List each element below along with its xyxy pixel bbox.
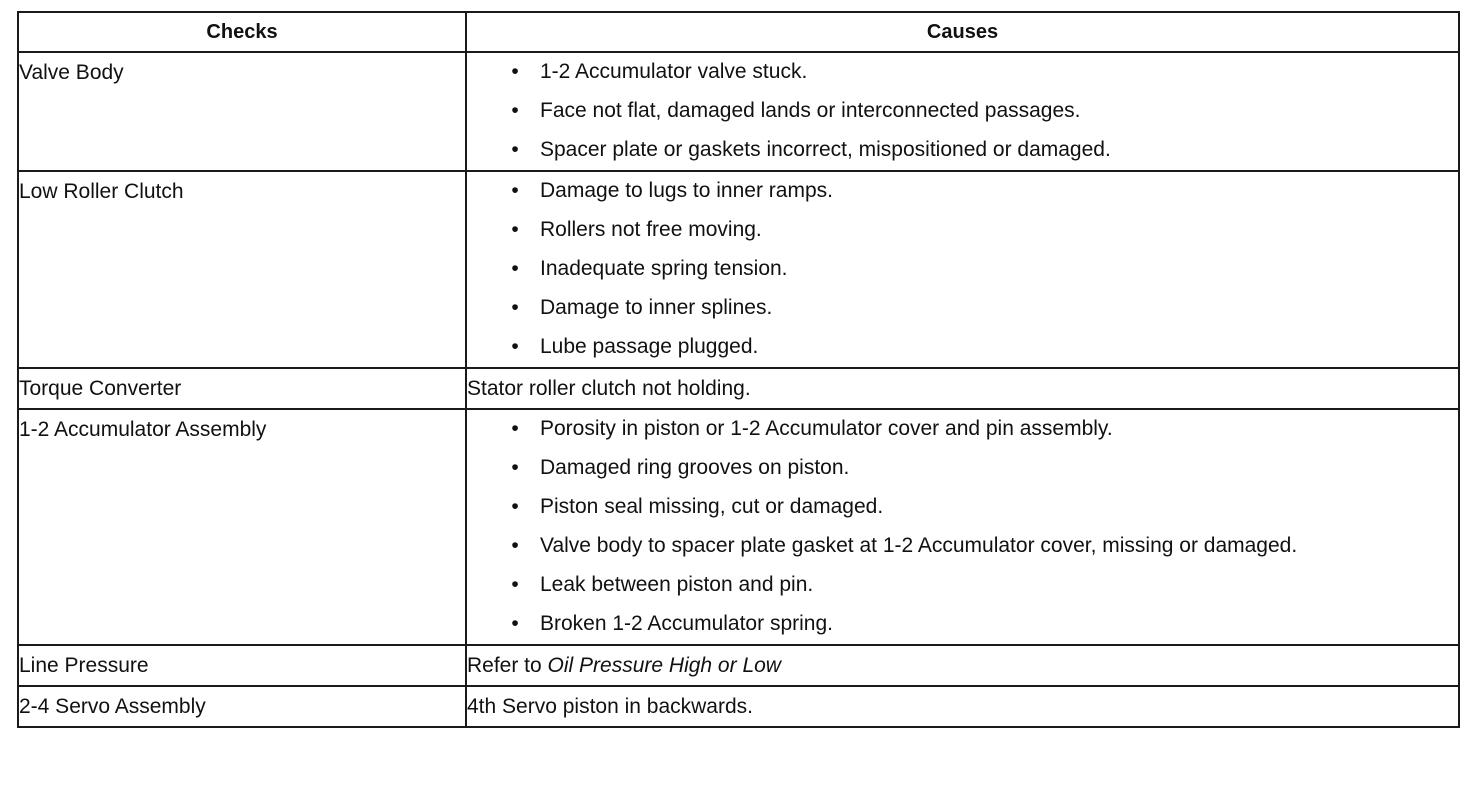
list-item: • 1-2 Accumulator valve stuck.: [509, 53, 1458, 92]
causes-cell: [466, 409, 1459, 645]
check-cell: Torque Converter: [18, 368, 466, 409]
list-item: • Broken 1-2 Accumulator spring.: [509, 605, 1458, 644]
check-cell: Valve Body: [18, 52, 466, 171]
list-item: • Valve body to spacer plate gasket at 1-2 Accumulator cover, missing or damaged.: [509, 527, 1458, 566]
check-cell: 1-2 Accumulator Assembly: [18, 409, 466, 645]
bullet-icon: •: [511, 335, 519, 358]
causes-list: [467, 53, 1458, 170]
table-row: [18, 645, 1459, 686]
table-row: [18, 409, 1459, 645]
list-item: • Inadequate spring tension.: [509, 250, 1458, 289]
bullet-icon: •: [511, 573, 519, 596]
reference-link[interactable]: Oil Pressure High or Low: [547, 654, 781, 677]
cause-text: Stator roller clutch not holding.: [466, 368, 1459, 409]
diagnosis-table: [17, 11, 1460, 728]
checks-header: Checks: [18, 12, 466, 52]
bullet-icon: •: [511, 296, 519, 319]
list-item: • Piston seal missing, cut or damaged.: [509, 488, 1458, 527]
list-item: • Damage to inner splines.: [509, 289, 1458, 328]
list-item: • Leak between piston and pin.: [509, 566, 1458, 605]
bullet-icon: •: [511, 257, 519, 280]
table-row: [18, 686, 1459, 727]
table-row: [18, 171, 1459, 368]
cause-text: 4th Servo piston in backwards.: [466, 686, 1459, 727]
bullet-icon: •: [511, 60, 519, 83]
causes-cell: [466, 645, 1459, 686]
bullet-icon: •: [511, 218, 519, 241]
bullet-icon: •: [511, 495, 519, 518]
causes-cell: [466, 171, 1459, 368]
list-item: • Rollers not free moving.: [509, 211, 1458, 250]
table-row: [18, 368, 1459, 409]
causes-list: [467, 172, 1458, 367]
list-item: • Porosity in piston or 1-2 Accumulator cover and pin assembly.: [509, 410, 1458, 449]
check-cell: Line Pressure: [18, 645, 466, 686]
header-row: [18, 12, 1459, 52]
bullet-icon: •: [511, 138, 519, 161]
check-cell: 2-4 Servo Assembly: [18, 686, 466, 727]
causes-header: Causes: [466, 12, 1459, 52]
list-item: • Lube passage plugged.: [509, 328, 1458, 367]
bullet-icon: •: [511, 179, 519, 202]
bullet-icon: •: [511, 456, 519, 479]
list-item: • Damaged ring grooves on piston.: [509, 449, 1458, 488]
bullet-icon: •: [511, 612, 519, 635]
list-item: • Face not flat, damaged lands or interconnected passages.: [509, 92, 1458, 131]
table-row: [18, 52, 1459, 171]
list-item: • Spacer plate or gaskets incorrect, mispositioned or damaged.: [509, 131, 1458, 170]
causes-list: [467, 410, 1458, 644]
check-cell: Low Roller Clutch: [18, 171, 466, 368]
refer-prefix: Refer to: [467, 654, 542, 677]
bullet-icon: •: [511, 99, 519, 122]
bullet-icon: •: [511, 534, 519, 557]
bullet-icon: •: [511, 417, 519, 440]
list-item: • Damage to lugs to inner ramps.: [509, 172, 1458, 211]
causes-cell: [466, 52, 1459, 171]
